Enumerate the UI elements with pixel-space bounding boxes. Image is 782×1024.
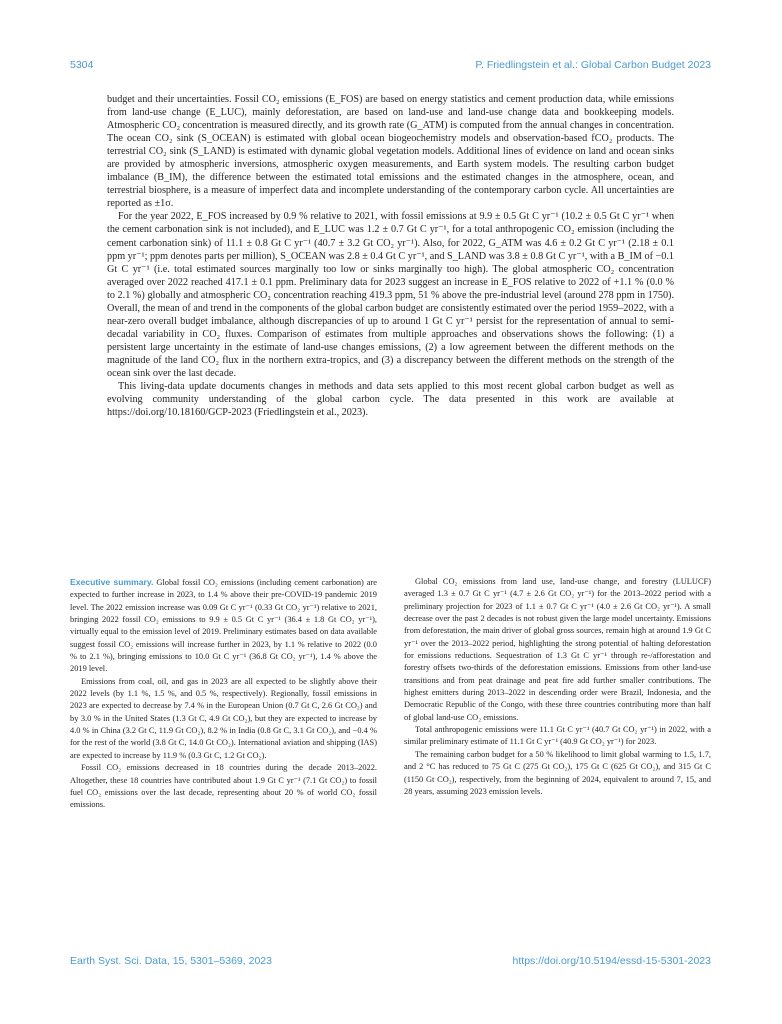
- executive-summary-text: Global fossil CO₂ emissions (including cement carbonation) are expected to further increase in 2023, to 1.4 % above their pre-COVID-19 pandemic 2019 level. The 2022 emission increase was 0.09 Gt C yr⁻¹ (0.33 Gt CO₂ yr⁻¹) relative to 2021, bringing 2022 fossil CO₂ emissions to 9.9 ± 0.5 Gt C yr⁻¹ (36.4 ± 1.8 Gt CO₂ yr⁻¹), virtually equal to the emission level of 2019. Preliminary estimates based on data available suggest fossil CO₂ emissions will increase further in 2023, by 1.1 % relative to 2022 (0.0 % to 2.1 %), bringing emissions to 10.0 Gt C yr⁻¹ (36.8 Gt CO₂ yr⁻¹), 1.4 % above the 2019 level.: [70, 578, 378, 674]
- abstract-paragraph-3: This living-data update documents changes in methods and data sets applied to this most recent global carbon budget as well as evolving community understanding of the global carbon cycle. The data presented in this work are available at https://doi.org/10.18160/GCP-2023 (Friedlingstein et al., 2023).: [107, 381, 674, 419]
- abstract: [107, 93, 674, 419]
- right-paragraph-2: Total anthropogenic emissions were 11.1 Gt C yr⁻¹ (40.7 Gt CO₂ yr⁻¹) in 2022, with a similar preliminary estimate of 11.1 Gt C yr⁻¹ (40.9 Gt CO₂ yr⁻¹) for 2023.: [404, 725, 711, 747]
- running-title: P. Friedlingstein et al.: Global Carbon Budget 2023: [475, 59, 711, 71]
- footer-journal-citation: Earth Syst. Sci. Data, 15, 5301–5369, 2023: [70, 955, 272, 967]
- executive-summary-paragraph: [70, 576, 377, 676]
- left-paragraph-2: Emissions from coal, oil, and gas in 2023 are all expected to be slightly above their 2022 levels (by 1.1 %, 1.5 %, and 0.5 %, respectively). Regionally, fossil emissions in 2023 are expected to decrease by 7.4 % in the European Union (0.7 Gt C, 2.6 Gt CO₂) and by 3.0 % in the United States (1.3 Gt C, 4.9 Gt CO₂), but they are expected to increase by 4.0 % in China (3.2 Gt C, 11.9 Gt CO₂), 8.2 % in India (0.8 Gt C, 3.1 Gt CO₂), and −0.4 % for the rest of the world (3.8 Gt C, 14.0 Gt CO₂). International aviation and shipping (IAS) are expected to increase by 11.9 % (0.3 Gt C, 1.2 Gt CO₂).: [70, 676, 377, 760]
- right-column: [404, 576, 711, 798]
- footer-doi-link[interactable]: https://doi.org/10.5194/essd-15-5301-2023: [512, 955, 711, 967]
- right-paragraph-3: The remaining carbon budget for a 50 % likelihood to limit global warming to 1.5, 1.7, and 2 °C has reduced to 75 Gt C (275 Gt CO₂), 175 Gt C (625 Gt CO₂), and 315 Gt C (1150 Gt CO₂), respectively, from the beginning of 2024, equivalent to around 7, 15, and 28 years, assuming 2023 emission levels.: [404, 749, 711, 796]
- abstract-paragraph-1: budget and their uncertainties. Fossil CO₂ emissions (E_FOS) are based on energy statistics and cement production data, while emissions from land-use change (E_LUC), mainly deforestation, are based on land-use and land-use change data and bookkeeping models. Atmospheric CO₂ concentration is measured directly, and its growth rate (G_ATM) is computed from the annual changes in concentration. The ocean CO₂ sink (S_OCEAN) is estimated with global ocean biogeochemistry models and observation-based fCO₂ products. The terrestrial CO₂ sink (S_LAND) is estimated with dynamic global vegetation models. Additional lines of evidence on land and ocean sinks are provided by atmospheric inversions, atmospheric oxygen measurements, and Earth system models. The resulting carbon budget imbalance (B_IM), the difference between the estimated total emissions and the estimated changes in the atmosphere, ocean, and terrestrial biosphere, is a measure of imperfect data and incomplete understanding of the contemporary carbon cycle. All uncertainties are reported as ±1σ.: [107, 94, 674, 210]
- left-paragraph-3: Fossil CO₂ emissions decreased in 18 countries during the decade 2013–2022. Altogether, these 18 countries have contributed about 1.9 Gt C yr⁻¹ (7.1 Gt CO₂) to fossil fuel CO₂ emissions over the last decade, representing about 20 % of world CO₂ fossil emissions.: [70, 763, 377, 810]
- abstract-paragraph-2: For the year 2022, E_FOS increased by 0.9 % relative to 2021, with fossil emissions at 9.9 ± 0.5 Gt C yr⁻¹ (10.2 ± 0.5 Gt C yr⁻¹ when the cement carbonation sink is not included), and E_LUC was 1.2 ± 0.7 Gt C yr⁻¹, for a total anthropogenic CO₂ emission (including the cement carbonation sink) of 11.1 ± 0.8 Gt C yr⁻¹ (40.7 ± 3.2 Gt CO₂ yr⁻¹). Also, for 2022, G_ATM was 4.6 ± 0.2 Gt C yr⁻¹ (2.18 ± 0.1 ppm yr⁻¹; ppm denotes parts per million), S_OCEAN was 2.8 ± 0.4 Gt C yr⁻¹, and S_LAND was 3.8 ± 0.8 Gt C yr⁻¹, with a B_IM of −0.1 Gt C yr⁻¹ (i.e. total estimated sources marginally too low or sinks marginally too high). The global atmospheric CO₂ concentration averaged over 2022 reached 417.1 ± 0.1 ppm. Preliminary data for 2023 suggest an increase in E_FOS relative to 2022 of +1.1 % (0.0 % to 2.1 %) globally and atmospheric CO₂ concentration reaching 419.3 ppm, 51 % above the pre-industrial level (around 278 ppm in 1750). Overall, the mean of and trend in the components of the global carbon budget are consistently estimated over the period 1959–2022, with a near-zero overall budget imbalance, although discrepancies of up to around 1 Gt C yr⁻¹ persist for the representation of annual to semi-decadal variability in CO₂ fluxes. Comparison of estimates from multiple approaches and observations shows the following: (1) a persistent large uncertainty in the estimate of land-use changes emissions, (2) a low agreement between the different methods on the magnitude of the land CO₂ flux in the northern extra-tropics, and (3) a discrepancy between the different methods on the strength of the ocean sink over the last decade.: [107, 211, 674, 379]
- page-number: 5304: [70, 59, 94, 71]
- right-paragraph-1: Global CO₂ emissions from land use, land-use change, and forestry (LULUCF) averaged 1.3 ± 0.7 Gt C yr⁻¹ (4.7 ± 2.6 Gt CO₂ yr⁻¹) for the 2013–2022 period with a preliminary projection for 2023 of 1.1 ± 0.7 Gt C yr⁻¹ (4.0 ± 2.6 Gt CO₂ yr⁻¹). A small decrease over the past 2 decades is not robust given the large model uncertainty. Emissions from deforestation, the main driver of global gross sources, remain high at around 1.9 Gt C yr⁻¹ over the 2013–2022 period, highlighting the strong potential of halting deforestation for emissions reductions. Sequestration of 1.3 Gt C yr⁻¹ through re-/afforestation and forestry offsets two-thirds of the deforestation emissions. Emissions from other land-use transitions and from peat drainage and peat fire add further smaller contributions. The highest emitters during 2013–2022 in descending order were Brazil, Indonesia, and the Democratic Republic of the Congo, with these three countries contributing more than half of global land-use CO₂ emissions.: [404, 577, 711, 722]
- left-column: [70, 576, 377, 812]
- executive-summary-heading: Executive summary.: [70, 577, 154, 587]
